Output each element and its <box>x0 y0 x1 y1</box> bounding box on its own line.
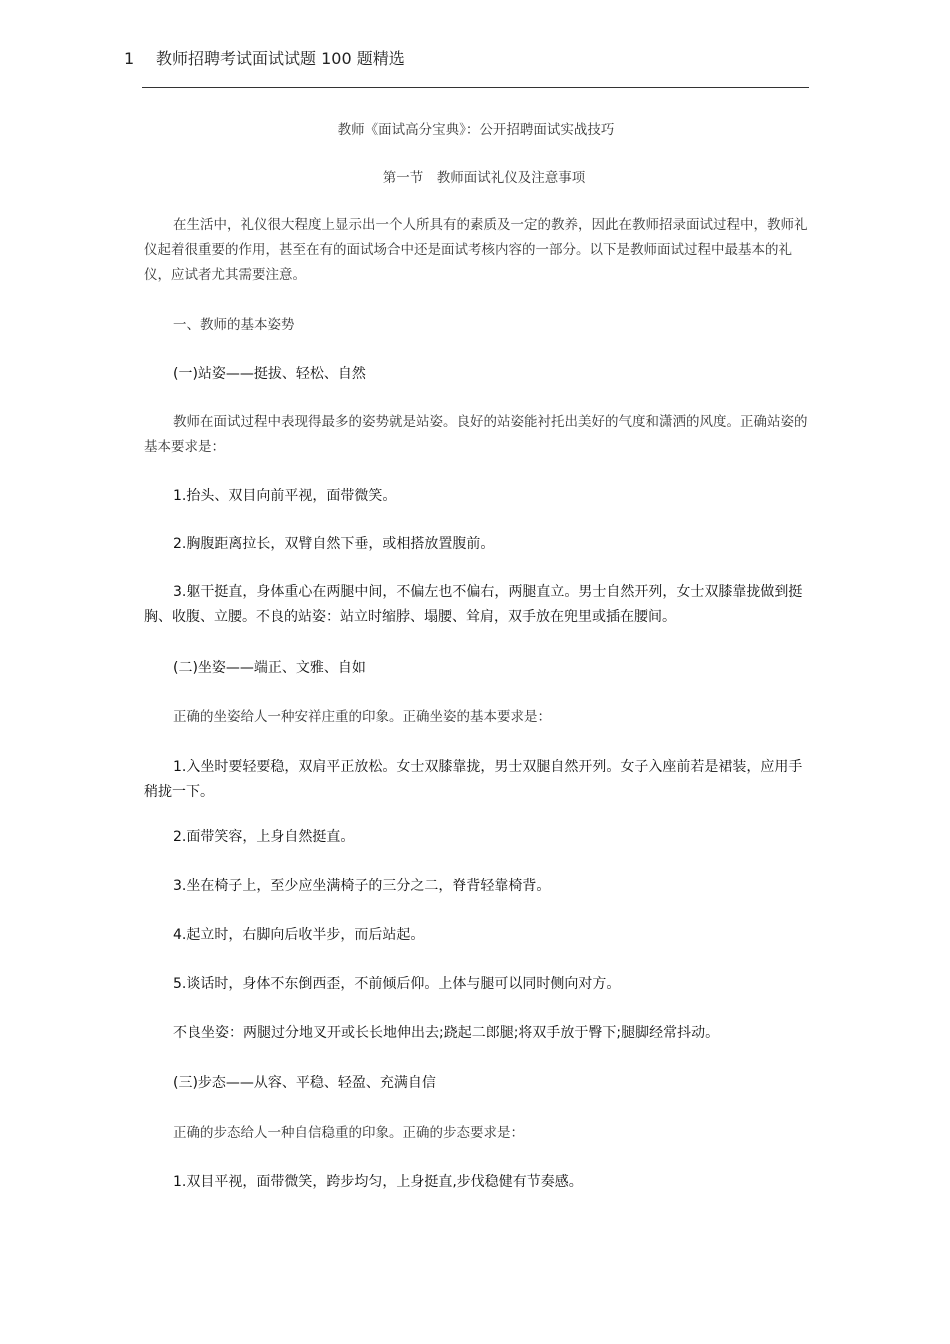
sitting-item: 4.起立时，右脚向后收半步，而后站起。 <box>173 927 425 943</box>
standing-intro: 教师在面试过程中表现得最多的姿势就是站姿。良好的站姿能衬托出美好的气度和潇洒的风度。正确站姿的基本要求是： <box>144 414 808 455</box>
standing-item: 1.抬头、双目向前平视，面带微笑。 <box>173 488 397 504</box>
page-number: 1 <box>124 49 135 68</box>
header-divider <box>142 87 809 88</box>
sitting-item: 1.入坐时要轻要稳，双肩平正放松。女士双膝靠拢，男士双腿自然开列。女子入座前若是裙装，应用手稍拢一下。 <box>144 759 803 800</box>
heading-basic-postures: 一、教师的基本姿势 <box>173 317 295 333</box>
section-title: 第一节 教师面试礼仪及注意事项 <box>382 170 586 186</box>
intro-paragraph: 在生活中，礼仪很大程度上显示出一个人所具有的素质及一定的教养，因此在教师招录面试过程中，教师礼仪起着很重要的作用，甚至在有的面试场合中还是面试考核内容的一部分。以下是教师面试过程中最基本的礼仪，应试者尤其需要注意。 <box>144 217 808 283</box>
heading-standing: (一)站姿——挺拔、轻松、自然 <box>173 366 366 382</box>
page-header <box>124 46 405 69</box>
walking-item: 1.双目平视，面带微笑，跨步均匀，上身挺直,步伐稳健有节奏感。 <box>173 1174 583 1190</box>
standing-item: 3.躯干挺直，身体重心在两腿中间，不偏左也不偏右，两腿直立。男士自然开列，女士双膝靠拢做到挺胸、收腹、立腰。不良的站姿：站立时缩脖、塌腰、耸肩，双手放在兜里或插在腰间。 <box>144 584 803 625</box>
sitting-intro: 正确的坐姿给人一种安祥庄重的印象。正确坐姿的基本要求是： <box>173 709 551 725</box>
sitting-item: 2.面带笑容，上身自然挺直。 <box>173 829 355 845</box>
document-title: 教师《面试高分宝典》：公开招聘面试实战技巧 <box>337 122 615 138</box>
header-title: 教师招聘考试面试试题 100 题精选 <box>156 49 405 68</box>
sitting-item: 5.谈话时，身体不东倒西歪，不前倾后仰。上体与腿可以同时侧向对方。 <box>173 976 621 992</box>
heading-sitting: (二)坐姿——端正、文雅、自如 <box>173 660 366 676</box>
standing-item: 2.胸腹距离拉长，双臂自然下垂，或相搭放置腹前。 <box>173 536 495 552</box>
walking-intro: 正确的步态给人一种自信稳重的印象。正确的步态要求是： <box>173 1125 524 1141</box>
sitting-bad-posture: 不良坐姿：两腿过分地叉开或长长地伸出去;跷起二郎腿;将双手放于臀下;腿脚经常抖动。 <box>173 1025 720 1041</box>
sitting-item: 3.坐在椅子上，至少应坐满椅子的三分之二，脊背轻靠椅背。 <box>173 878 551 894</box>
heading-walking: (三)步态——从容、平稳、轻盈、充满自信 <box>173 1075 436 1091</box>
